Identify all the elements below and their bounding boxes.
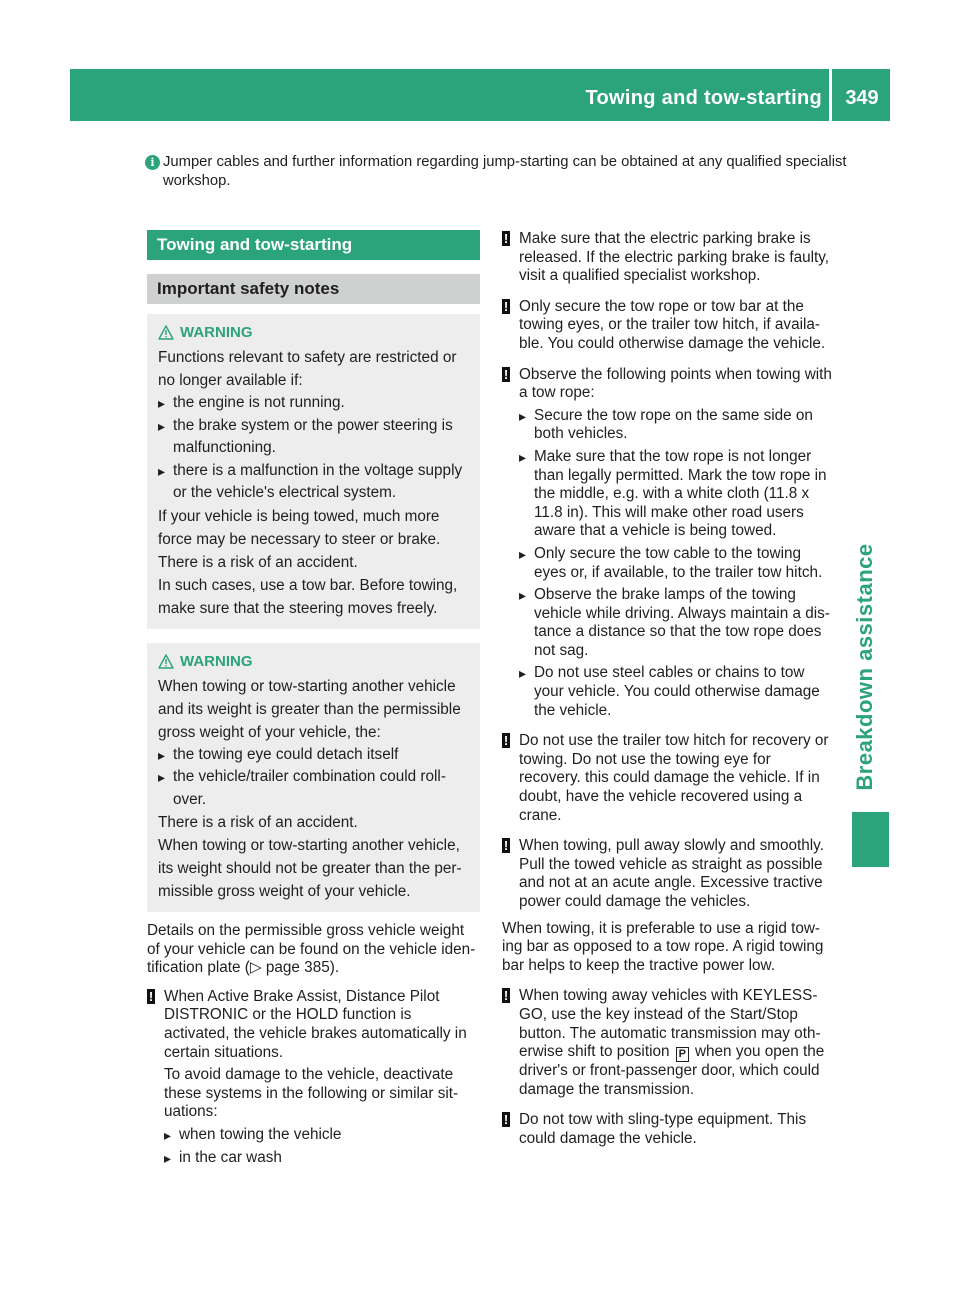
notice-bullet: ▸ when towing the vehicle (164, 1126, 480, 1145)
notice-bullet: ▸ Make sure that the tow rope is not longer than legally permitted. Mark the tow rope in the middle, e.g. with a white cloth (11.8 x 11.8 in). This will make other road users aware that a vehicle is being towed. (519, 448, 835, 541)
notice-text: When towing, pull away slowly and smoothly. Pull the towed vehicle as straight as possible and not at an acute angle. Excessive tractive power could damage the vehicles. (519, 837, 824, 910)
page-ref-arrow-icon: ▷ (249, 959, 262, 977)
warning-label: WARNING (180, 652, 253, 670)
exclamation-icon: ! (503, 1112, 509, 1128)
warning-triangle-icon (158, 654, 174, 669)
notice-bullet: ▸ in the car wash (164, 1149, 480, 1168)
side-chapter-label: Breakdown assistance (852, 543, 877, 791)
notice (502, 230, 835, 286)
exclamation-icon: ! (148, 988, 154, 1004)
notice-bullet: ▸ Do not use steel cables or chains to tow your vehicle. You could otherwise damage the vehicle. (519, 664, 835, 720)
warning-triangle-icon (158, 325, 174, 340)
notice-text (519, 987, 835, 1099)
warning-box (147, 314, 480, 629)
exclamation-icon: ! (503, 298, 509, 314)
notice-bullet: ▸ Only secure the tow cable to the towing eyes or, if available, to the trailer tow hitch. (519, 545, 835, 582)
warning-paragraph: There is a risk of an accident. (158, 553, 358, 571)
side-chapter-tab[interactable] (839, 540, 891, 794)
right-column (502, 230, 835, 1149)
section-title: Towing and tow-starting (147, 230, 480, 260)
page-reference-link[interactable]: page 385 (265, 959, 330, 977)
details-text-end: ). (329, 959, 340, 977)
notice (502, 732, 835, 825)
notice-text-end: when you open the driver's or front-passenger door, which could damage the transmission. (519, 1043, 825, 1098)
notice-bullet: ▸ Secure the tow rope on the same side on both vehicles. (519, 407, 835, 444)
notice (502, 298, 835, 354)
notice (502, 987, 835, 1099)
page-number: 349 (845, 87, 879, 109)
exclamation-icon: ! (503, 733, 509, 749)
warning-paragraph: There is a risk of an accident. (158, 814, 358, 831)
notice (502, 837, 835, 911)
details-paragraph (147, 922, 480, 978)
warning-intro: When towing or tow-starting another vehicle and its weight is greater than the permissible gross weight of your vehicle, the: (158, 677, 461, 741)
info-icon: i (145, 155, 160, 170)
notice-text: Do not use the trailer tow hitch for recovery or towing. Do not use the towing eye for recovery. this could damage the vehicle. If in doubt, have the vehicle recovered using a crane. (519, 732, 829, 824)
warning-bullet: ▸ the towing eye could detach itself (158, 744, 472, 767)
exclamation-icon: ! (503, 231, 509, 246)
warning-paragraph: In such cases, use a tow bar. Before towing, make sure that the steering moves freely. (158, 576, 458, 617)
warning-paragraph: When towing or tow-starting another vehicle, its weight should not be greater than the per-missible gross weight of your vehicle. (158, 837, 462, 900)
notice-text: Observe the following points when towing with a tow rope: (519, 365, 832, 402)
warning-bullet: ▸ the vehicle/trailer combination could roll-over. (158, 766, 472, 811)
notice (147, 988, 480, 1167)
rigid-bar-paragraph: When towing, it is preferable to use a rigid tow-ing bar as opposed to a tow rope. A rigid towing bar helps to keep the tractive power low. (502, 919, 824, 974)
notice-text: When Active Brake Assist, Distance Pilot DISTRONIC or the HOLD function is activated, the vehicle brakes automatically in certain situations. (164, 987, 467, 1061)
warning-bullet: ▸ the engine is not running. (158, 392, 472, 415)
warning-box (147, 643, 480, 913)
notice-text: Make sure that the electric parking brake is released. If the electric parking brake is faulty, visit a qualified specialist workshop. (519, 230, 830, 285)
left-column (147, 230, 480, 1167)
warning-label: WARNING (180, 324, 253, 341)
warning-bullet: ▸ the brake system or the power steering is malfunctioning. (158, 415, 472, 460)
warning-paragraph: If your vehicle is being towed, much more force may be necessary to steer or brake. (158, 507, 441, 548)
notice-bullet: ▸ Observe the brake lamps of the towing vehicle while driving. Always maintain a dis-tance a distance so that the tow rope does not sag. (519, 586, 835, 660)
info-note (150, 153, 853, 191)
info-note-text: Jumper cables and further information regarding jump-starting can be obtained at any qualified specialist workshop. (163, 154, 847, 189)
warning-bullet: ▸ there is a malfunction in the voltage supply or the vehicle's electrical system. (158, 460, 472, 505)
page-header (70, 69, 890, 121)
exclamation-icon: ! (503, 838, 509, 854)
notice-text: To avoid damage to the vehicle, deactivate these systems in the following or similar sit-uations: (164, 1066, 459, 1121)
notice-text: Do not tow with sling-type equipment. This could damage the vehicle. (519, 1111, 807, 1147)
notice-text-start: When towing away vehicles with KEYLESS-GO, use the key instead of the Start/Stop button. The automatic transmission may oth-erwise shift to position (519, 987, 821, 1061)
header-divider (829, 69, 832, 121)
exclamation-icon: ! (503, 366, 509, 382)
details-text: Details on the permissible gross vehicle weight of your vehicle can be found on the vehicle iden-tification plate ( (147, 922, 476, 977)
notice (502, 1111, 835, 1148)
notice-text: Only secure the tow rope or tow bar at the towing eyes, or the trailer tow hitch, if availa-ble. You could otherwise damage the vehicle. (519, 297, 826, 352)
park-position-icon: P (676, 1047, 689, 1062)
subsection-title: Important safety notes (147, 274, 480, 304)
exclamation-icon: ! (503, 988, 509, 1004)
notice (502, 366, 835, 721)
header-title: Towing and tow-starting (585, 87, 822, 109)
side-chapter-marker (852, 812, 889, 867)
warning-intro: Functions relevant to safety are restricted or no longer available if: (158, 349, 457, 389)
